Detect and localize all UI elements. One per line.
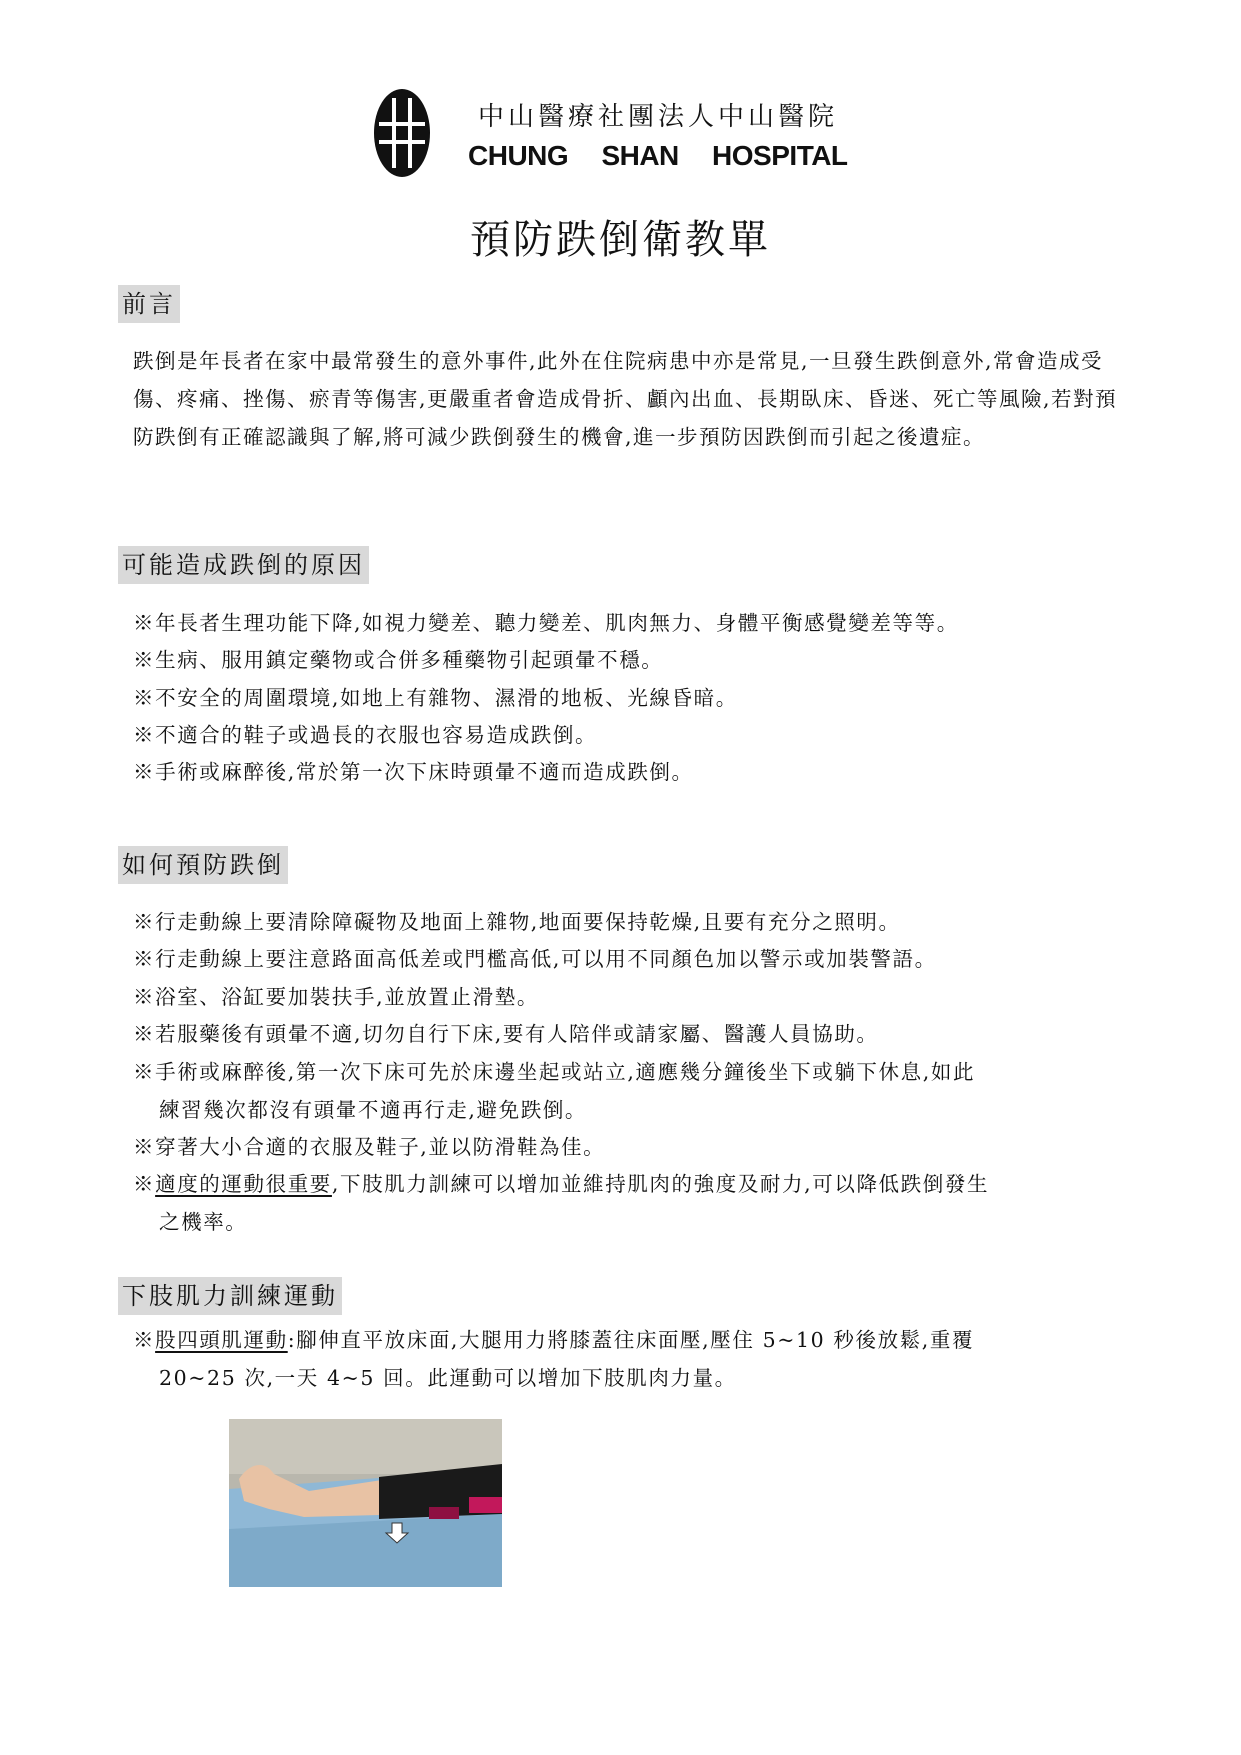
prevention-item: ※浴室、浴缸要加裝扶手,並放置止滑墊。 bbox=[133, 985, 539, 1009]
cause-item: ※年長者生理功能下降,如視力變差、聽力變差、肌肉無力、身體平衡感覺變差等等。 bbox=[133, 611, 959, 635]
cause-item: ※不安全的周圍環境,如地上有雜物、濕滑的地板、光線昏暗。 bbox=[133, 686, 738, 710]
prevention-item: ※穿著大小合適的衣服及鞋子,並以防滑鞋為佳。 bbox=[133, 1135, 606, 1159]
reference-mark: ※ bbox=[133, 1328, 156, 1352]
exercise-item bbox=[133, 1321, 1133, 1397]
quadriceps-exercise-photo bbox=[229, 1419, 502, 1587]
cause-item: ※生病、服用鎮定藥物或合併多種藥物引起頭暈不穩。 bbox=[133, 648, 664, 672]
hospital-logo-icon bbox=[373, 88, 431, 178]
exercise-item-continuation: 20~25 次,一天 4~5 回。此運動可以增加下肢肌肉力量。 bbox=[159, 1366, 737, 1390]
page-title: 預防跌倒衛教單 bbox=[470, 217, 771, 263]
prevention-item bbox=[133, 1053, 1133, 1129]
section-heading-causes: 可能造成跌倒的原因 bbox=[118, 546, 369, 584]
cause-item: ※手術或麻醉後,常於第一次下床時頭暈不適而造成跌倒。 bbox=[133, 760, 694, 784]
prevention-item-continuation: 練習幾次都沒有頭暈不適再行走,避免跌倒。 bbox=[159, 1098, 588, 1122]
prevention-item: ※若服藥後有頭暈不適,切勿自行下床,要有人陪伴或請家屬、醫護人員協助。 bbox=[133, 1022, 879, 1046]
section-heading-prevention: 如何預防跌倒 bbox=[118, 846, 288, 884]
hospital-name-cn: 中山醫療社團法人中山醫院 bbox=[478, 102, 839, 132]
section-heading-intro: 前言 bbox=[118, 285, 180, 323]
prevention-item-line: ※手術或麻醉後,第一次下床可先於床邊坐起或站立,適應幾分鐘後坐下或躺下休息,如此 bbox=[133, 1060, 976, 1084]
prevention-item: ※行走動線上要注意路面高低差或門檻高低,可以用不同顏色加以警示或加裝警語。 bbox=[133, 947, 937, 971]
exercise-item-text: :腳伸直平放床面,大腿用力將膝蓋往床面壓,壓住 5~10 秒後放鬆,重覆 bbox=[287, 1328, 975, 1352]
section-heading-exercise: 下肢肌力訓練運動 bbox=[118, 1277, 342, 1315]
reference-mark: ※ bbox=[133, 1172, 156, 1196]
underlined-emphasis: 股四頭肌運動 bbox=[155, 1328, 288, 1352]
prevention-item-continuation: 之機率。 bbox=[159, 1210, 248, 1234]
cause-item: ※不適合的鞋子或過長的衣服也容易造成跌倒。 bbox=[133, 723, 598, 747]
prevention-item bbox=[133, 1165, 1133, 1241]
intro-paragraph: 跌倒是年長者在家中最常發生的意外事件,此外在住院病患中亦是常見,一旦發生跌倒意外,常會造成受傷、疼痛、挫傷、瘀青等傷害,更嚴重者會造成骨折、顱內出血、長期臥床、昏迷、死亡等風險,若對預防跌倒有正確認識與了解,將可減少跌倒發生的機會,進一步預防因跌倒而引起之後遺症。 bbox=[133, 349, 1118, 449]
prevention-item-text: ,下肢肌力訓練可以增加並維持肌肉的強度及耐力,可以降低跌倒發生 bbox=[331, 1172, 990, 1196]
underlined-emphasis: 適度的運動很重要 bbox=[155, 1172, 332, 1196]
prevention-item: ※行走動線上要清除障礙物及地面上雜物,地面要保持乾燥,且要有充分之照明。 bbox=[133, 910, 901, 934]
hospital-name-en: CHUNG SHAN HOSPITAL bbox=[468, 140, 848, 171]
